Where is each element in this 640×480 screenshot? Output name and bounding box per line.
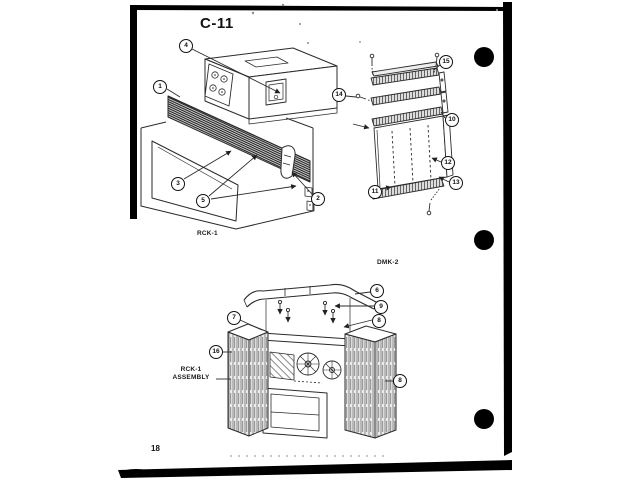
callout-8b: 8 bbox=[393, 374, 407, 388]
callout-5: 5 bbox=[196, 194, 210, 208]
assembly-caption-line1: RCK-1 bbox=[180, 366, 202, 373]
unit-caption: RCK-1 bbox=[197, 230, 218, 237]
callout-16: 16 bbox=[209, 345, 223, 359]
punch-hole bbox=[474, 409, 494, 429]
page-title: C-11 bbox=[200, 15, 234, 32]
callout-9: 9 bbox=[374, 300, 388, 314]
callout-14: 14 bbox=[332, 88, 346, 102]
callout-8: 8 bbox=[372, 314, 386, 328]
callout-2: 2 bbox=[311, 192, 325, 206]
kit-line-art bbox=[346, 53, 453, 215]
assembly-line-art bbox=[216, 284, 396, 438]
punch-hole bbox=[474, 47, 494, 67]
kit-caption: DMK-2 bbox=[377, 259, 399, 266]
callout-7: 7 bbox=[227, 311, 241, 325]
punch-hole bbox=[474, 230, 494, 250]
callout-12: 12 bbox=[441, 156, 455, 170]
assembly-caption bbox=[166, 366, 216, 382]
assembly-caption-line2: ASSEMBLY bbox=[172, 374, 210, 381]
callout-6: 6 bbox=[370, 284, 384, 298]
callout-4: 4 bbox=[179, 39, 193, 53]
page-number: 18 bbox=[151, 444, 160, 453]
callout-15: 15 bbox=[439, 55, 453, 69]
callout-11: 11 bbox=[368, 185, 382, 199]
callout-3: 3 bbox=[171, 177, 185, 191]
unit-line-art bbox=[141, 48, 337, 229]
callout-1: 1 bbox=[153, 80, 167, 94]
callout-13: 13 bbox=[449, 176, 463, 190]
callout-10: 10 bbox=[445, 113, 459, 127]
